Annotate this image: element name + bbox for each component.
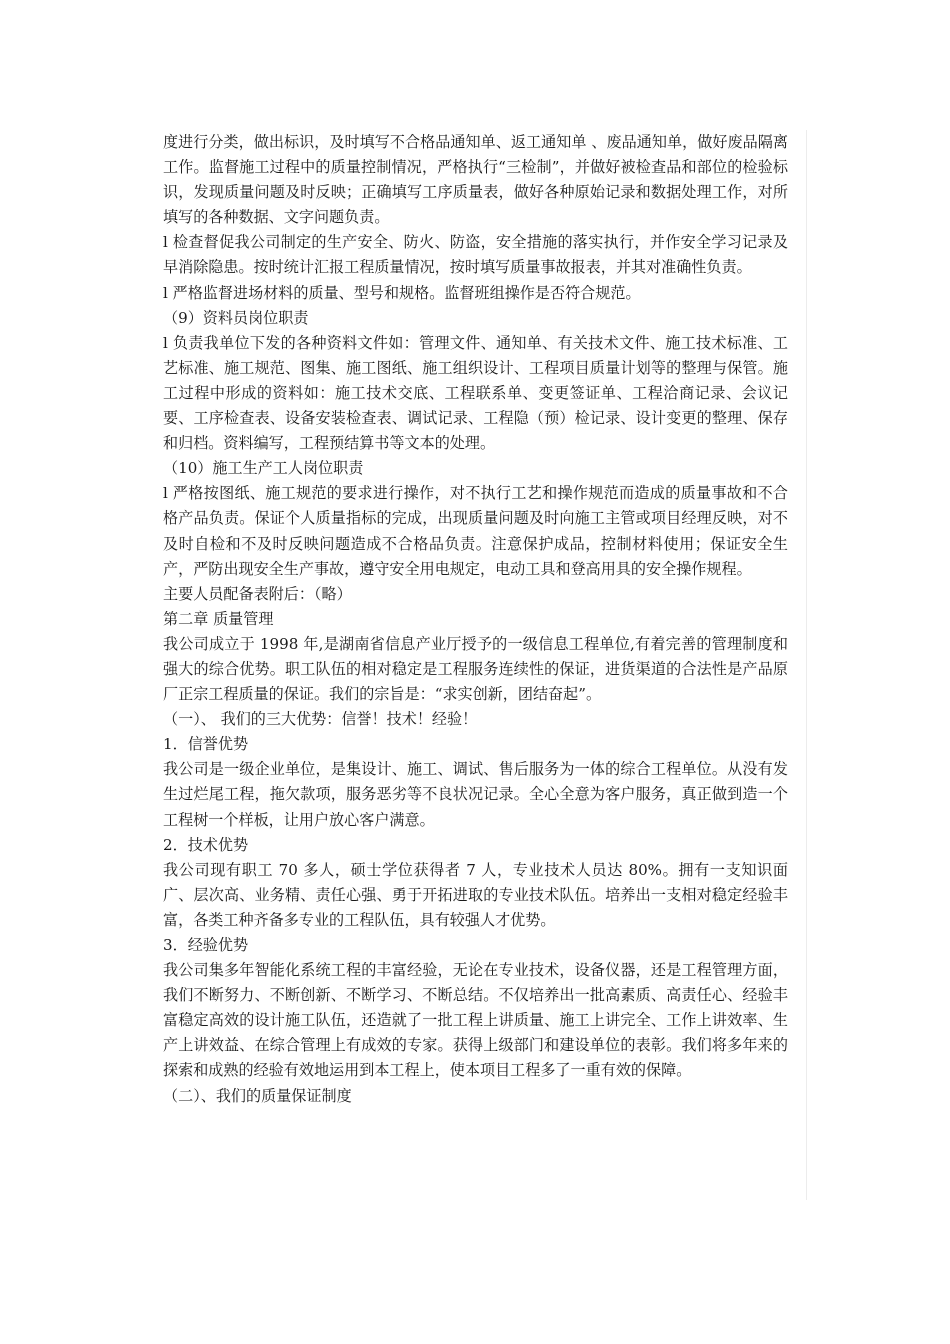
paragraph-reputation: 我公司是一级企业单位，是集设计、施工、调试、售后服务为一体的综合工程单位。从没有发生过烂尾工程，拖欠款项，服务恶劣等不良状况记录。全心全意为客户服务，真正做到造一个工程树一个样板，让用户放心客户满意。 [163, 760, 788, 829]
heading-production-worker: （10）施工生产工人岗位职责 [163, 459, 364, 478]
heading-reputation: 1．信誉优势 [163, 735, 249, 754]
heading-technology: 2．技术优势 [163, 835, 249, 854]
paragraph-document-clerk-duties: l 负责我单位下发的各种资料文件如：管理文件、通知单、有关技术文件、施工技术标准、工艺标准、施工规范、图集、施工图纸、施工组织设计、工程项目质量计划等的整理与保管。施工过程中形成的资料如：施工技术交底、工程联系单、变更签证单、工程洽商记录、会议记要、工序检查表、设备安装检查表、调试记录、工程隐（预）检记录、设计变更的整理、保存和归档。资料编写，工程预结算书等文本的处理。 [163, 333, 788, 453]
heading-three-advantages: （一）、 我们的三大优势：信誉！技术！经验！ [163, 710, 478, 729]
staffing-note: 主要人员配备表附后：（略） [163, 584, 352, 603]
paragraph-technology: 我公司现有职工 70 多人，硕士学位获得者 7 人，专业技术人员达 80%。拥有一支知识面广、层次高、业务精、责任心强、勇于开拓进取的专业技术队伍。培养出一支相对稳定经验丰富，各类工种齐备多专业的工程队伍，具有较强人才优势。 [163, 860, 788, 929]
paragraph-experience: 我公司集多年智能化系统工程的丰富经验，无论在专业技术，设备仪器，还是工程管理方面，我们不断努力、不断创新、不断学习、不断总结。不仅培养出一批高素质、高责任心、经验丰富稳定高效的设计施工队伍，还造就了一批工程上讲质量、施工上讲完全、工作上讲效率、生产上讲效益、在综合管理上有成效的专家。获得上级部门和建设单位的表彰。我们将多年来的探索和成熟的经验有效地运用到本工程上，使本项目工程多了一重有效的保障。 [163, 961, 788, 1080]
heading-quality-system: （二）、我们的质量保证制度 [163, 1086, 352, 1105]
margin-rule [806, 130, 807, 1200]
document-body [163, 130, 788, 1109]
heading-document-clerk: （9）资料员岗位职责 [163, 308, 309, 327]
paragraph-safety-supervision: l 检查督促我公司制定的生产安全、防火、防盗，安全措施的落实执行，并作安全学习记录及早消除隐患。按时统计汇报工程质量情况，按时填写质量事故报表，并其对准确性负责。 [163, 233, 788, 277]
chapter-title: 第二章 质量管理 [163, 609, 274, 628]
paragraph-inspection-duties: 度进行分类，做出标识，及时填写不合格品通知单、返工通知单 、废品通知单，做好废品隔离工作。监督施工过程中的质量控制情况，严格执行“三检制”，并做好被检查品和部位的检验标识，发现质量问题及时反映；正确填写工序质量表，做好各种原始记录和数据处理工作，对所填写的各种数据、文字问题负责。 [163, 133, 788, 227]
paragraph-material-supervision: l 严格监督进场材料的质量、型号和规格。监督班组操作是否符合规范。 [163, 283, 641, 302]
paragraph-production-worker-duties: l 严格按图纸、施工规范的要求进行操作，对不执行工艺和操作规范而造成的质量事故和不合格产品负责。保证个人质量指标的完成，出现质量问题及时向施工主管或项目经理反映，对不及时自检和不及时反映问题造成不合格品负责。注意保护成品，控制材料使用；保证安全生产，严防出现安全生产事故，遵守安全用电规定，电动工具和登高用具的安全操作规程。 [163, 484, 788, 578]
paragraph-company-intro: 我公司成立于 1998 年,是湖南省信息产业厅授予的一级信息工程单位,有着完善的管理制度和强大的综合优势。职工队伍的相对稳定是工程服务连续性的保证，进货渠道的合法性是产品原厂正宗工程质量的保证。我们的宗旨是：“求实创新，团结奋起”。 [163, 634, 788, 704]
heading-experience: 3．经验优势 [163, 936, 249, 954]
